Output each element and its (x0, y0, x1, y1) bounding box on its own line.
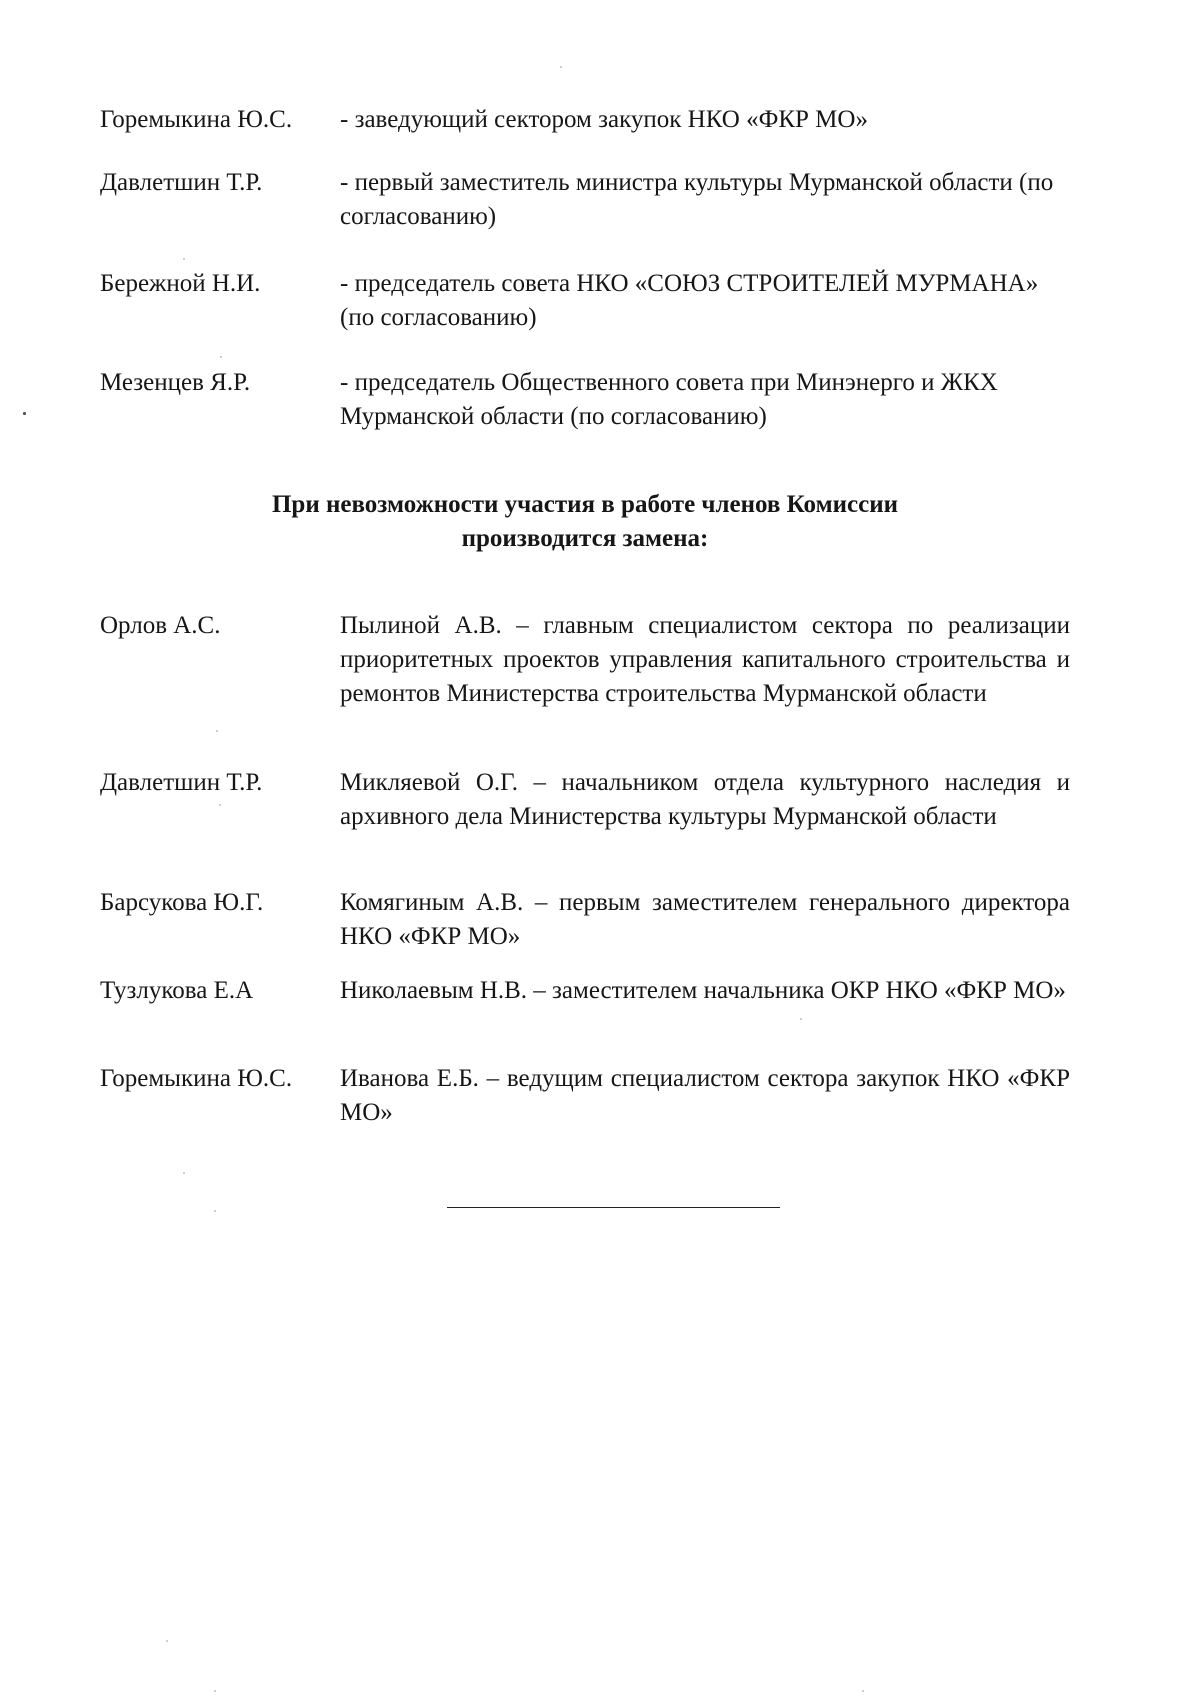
replacement-person: Пылиной А.В. – главным специалистом сектора по реализации приоритетных проектов управления капитального строительства и ремонтов Министерства строительства Мурманской области (340, 612, 1070, 707)
replacement-person: Николаевым Н.В. – заместителем начальника ОКР НКО «ФКР МО» (340, 977, 1066, 1004)
scan-speck (183, 258, 185, 260)
member-role: - председатель Общественного совета при Минэнерго и ЖКХ Мурманской области (по согласованию) (340, 369, 998, 430)
member-row (100, 166, 1070, 234)
scan-speck (216, 730, 218, 732)
replacement-heading (100, 488, 1070, 556)
scan-speck (23, 412, 26, 415)
replacement-row (100, 609, 1070, 711)
scan-speck (800, 1018, 802, 1020)
member-role: - заведующий сектором закупок НКО «ФКР МО» (340, 106, 868, 133)
scan-speck (214, 1210, 216, 1212)
replacement-row (100, 974, 1070, 1008)
replaced-member-name: Давлетшин Т.Р. (100, 769, 263, 796)
member-row (100, 267, 1070, 335)
replaced-member-name: Горемыкина Ю.С. (100, 1065, 293, 1092)
member-name: Бережной Н.И. (100, 270, 261, 297)
scan-speck (166, 1640, 168, 1642)
scan-speck (862, 1690, 864, 1692)
member-name: Давлетшин Т.Р. (100, 169, 263, 196)
member-role: - первый заместитель министра культуры Мурманской области (по согласованию) (340, 169, 1054, 230)
replacement-person: Комягиным А.В. – первым заместителем генерального директора НКО «ФКР МО» (340, 889, 1070, 950)
member-role: - председатель совета НКО «СОЮЗ СТРОИТЕЛЕЙ МУРМАНА» (по согласованию) (340, 270, 1039, 331)
member-row (100, 366, 1070, 434)
replacement-row (100, 886, 1070, 954)
replaced-member-name: Орлов А.С. (100, 612, 221, 639)
member-name: Горемыкина Ю.С. (100, 106, 293, 133)
replacement-row (100, 766, 1070, 834)
member-row (100, 103, 1070, 137)
replaced-member-name: Барсукова Ю.Г. (100, 889, 264, 916)
replacement-person: Микляевой О.Г. – начальником отдела культурного наследия и архивного дела Министерства культуры Мурманской области (340, 769, 1070, 830)
replacement-row (100, 1062, 1070, 1130)
replacement-person: Иванова Е.Б. – ведущим специалистом сектора закупок НКО «ФКР МО» (340, 1065, 1070, 1126)
replacement-heading-line1: При невозможности участия в работе членов Комиссии (271, 491, 899, 518)
scan-speck (183, 1172, 185, 1174)
replaced-member-name: Тузлукова Е.А (100, 977, 254, 1004)
scan-speck (214, 1690, 216, 1692)
member-name: Мезенцев Я.Р. (100, 369, 251, 396)
scan-speck (560, 66, 562, 68)
scan-speck (220, 356, 222, 358)
replacement-heading-line2: производится замена: (461, 525, 709, 552)
scan-speck (219, 804, 221, 806)
closing-rule (447, 1207, 780, 1208)
